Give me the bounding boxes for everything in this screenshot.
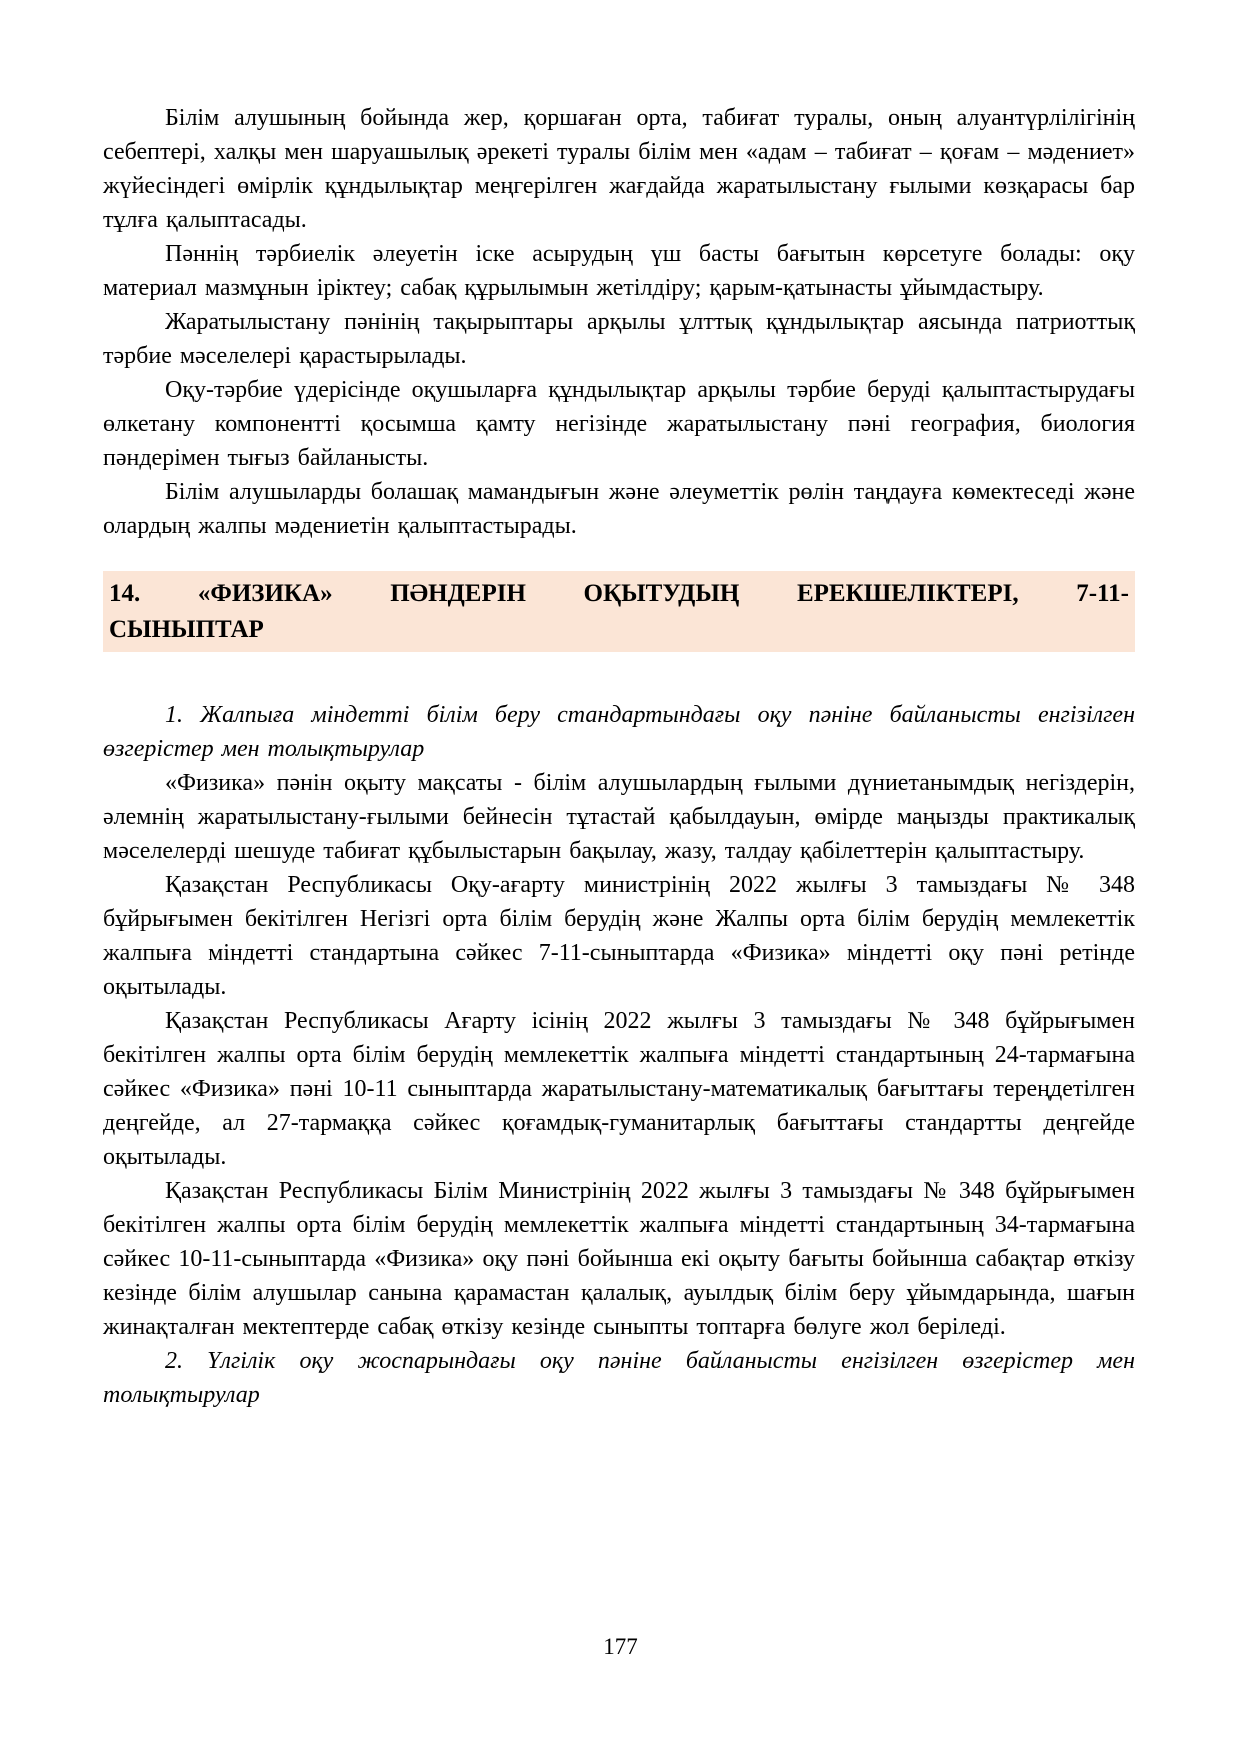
intro-paragraph-3: Жаратылыстану пәнінің тақырыптары арқылы ұлттық құндылықтар аясында патриоттық тәрбие мәселелері қарастырылады. — [103, 309, 1135, 369]
intro-paragraph-5: Білім алушыларды болашақ мамандығын және әлеуметтік рөлін таңдауға көмектеседі және олардың жалпы мәдениетін қалыптастырады. — [103, 479, 1135, 539]
section-heading-line-1: 14. «ФИЗИКА» ПӘНДЕРІН ОҚЫТУДЫҢ ЕРЕКШЕЛІКТЕРІ, 7-11- — [109, 580, 1129, 607]
section-heading — [103, 571, 1135, 652]
intro-paragraph-2: Пәннің тәрбиелік әлеуетін іске асырудың үш басты бағытын көрсетуге болады: оқу материал мазмұнын іріктеу; сабақ құрылымын жетілдіру; қарым-қатынасты ұйымдастыру. — [103, 241, 1135, 301]
section-subheading-1: 1. Жалпыға міндетті білім беру стандартындағы оқу пәніне байланысты енгізілген өзгерістер мен толықтырулар — [103, 702, 1135, 762]
intro-paragraph-4: Оқу-тәрбие үдерісінде оқушыларға құндылықтар арқылы тәрбие беруді қалыптастырудағы өлкетану компонентті қосымша қамту негізінде жаратылыстану пәні география, биология пәндерімен тығыз байланысты. — [103, 377, 1135, 471]
section-paragraph-3: Қазақстан Республикасы Ағарту ісінің 2022 жылғы 3 тамыздағы № 348 бұйрығымен бекітілген жалпы орта білім берудің мемлекеттік жалпыға міндетті стандартының 24-тармағына сәйкес «Физика» пәні 10-11 сыныптарда жаратылыстану-математикалық бағыттағы тереңдетілген деңгейде, ал 27-тармаққа сәйкес қоғамдық-гуманитарлық бағыттағы стандартты деңгейде оқытылады. — [103, 1008, 1135, 1170]
section-paragraph-2: Қазақстан Республикасы Оқу-ағарту министрінің 2022 жылғы 3 тамыздағы № 348 бұйрығымен бекітілген Негізгі орта білім берудің және Жалпы орта білім берудің мемлекеттік жалпыға міндетті стандартына сәйкес 7-11-сыныптарда «Физика» міндетті оқу пәні ретінде оқытылады. — [103, 872, 1135, 1000]
page-number: 177 — [603, 1634, 638, 1659]
section-heading-line-2: СЫНЫПТАР — [109, 616, 264, 643]
intro-paragraph-1: Білім алушының бойында жер, қоршаған орта, табиғат туралы, оның алуантүрлілігінің себептері, халқы мен шаруашылық әрекеті туралы білім мен «адам – табиғат – қоғам – мәдениет» жүйесіндегі өмірлік құндылықтар меңгерілген жағдайда жаратылыстану ғылыми көзқарасы бар тұлға қалыптасады. — [103, 105, 1135, 233]
section-paragraph-4: Қазақстан Республикасы Білім Министрінің 2022 жылғы 3 тамыздағы № 348 бұйрығымен бекітілген жалпы орта білім берудің мемлекеттік жалпыға міндетті стандартының 34-тармағына сәйкес 10-11-сыныптарда «Физика» оқу пәні бойынша екі оқыту бағыты бойынша сабақтар өткізу кезінде білім алушылар санына қарамастан қалалық, ауылдық білім беру ұйымдарында, шағын жинақталған мектептерде сабақ өткізу кезінде сыныпты топтарға бөлуге жол беріледі. — [103, 1178, 1135, 1340]
section-paragraph-1: «Физика» пәнін оқыту мақсаты - білім алушылардың ғылыми дүниетанымдық негіздерін, әлемнің жаратылыстану-ғылыми бейнесін тұтастай қабылдауын, өмірде маңызды практикалық мәселелерді шешуде табиғат құбылыстарын бақылау, жазу, талдау қабілеттерін қалыптастыру. — [103, 770, 1135, 864]
section-subheading-2: 2. Үлгілік оқу жоспарындағы оқу пәніне байланысты енгізілген өзгерістер мен толықтырулар — [103, 1348, 1135, 1408]
